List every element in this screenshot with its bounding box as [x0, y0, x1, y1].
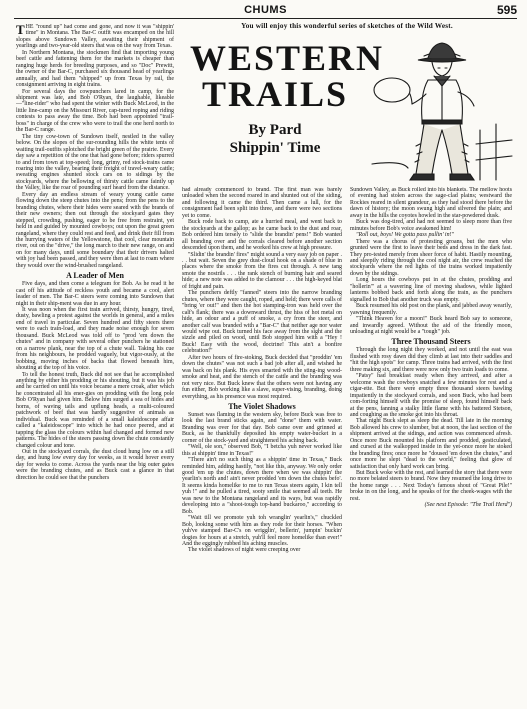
- paragraph: "Slidin' the brandin' fires" might sound a very easy job on paper . . . but wait. Seven the grey dust-cloud hook on a shade of blue in places where the smoke from the fires cut through. A new tang smote the nostrils . . . the rank stench of burning hair and seared hide; a new note was added to the clamour . . . the high-keyed blat of fright and pain.: [182, 251, 342, 290]
- episode-title: Shippin' Time: [229, 140, 321, 156]
- paragraph: Five days, and then come a telegram for Bob. As he read it he cast off his attitude of reckless youth and became a cool, alert leader of men. The Bar-C steers were coming into Sundown that night in their ship-ment was due in any hour.: [16, 281, 174, 307]
- byline: By Pard: [248, 122, 302, 138]
- paragraph: "Well, ole son," observed Bob, "I betcha yuh never worked like this at shippin' time in Texas!": [182, 444, 342, 457]
- paragraph: The tiny cow-town of Sundown itself, nestled in the valley below. On the slopes of the sur-rounding hills the white tents of waiting trail-outfits splotched the bright green of the prairie. Every day saw a repetition of the one that had gone before; riders spurred to and from town at top-speed; long, grimy, red stock-trains came roaring into the valley, bearing their freight of travel-weary cattle; sweating engines shunted stock cars on to sidings by the stockyards, where the bellowing of thirsty cattle came faintly up the Valley, like the roar of pounding surf heard from the distance.: [16, 133, 174, 192]
- paragraph: Through the long night they worked, and not until the east was flushed with rosy dawn did they climb at last into their saddles and "hit the high spots" for camp. Three trains had arrived, with the first three making six, and there were now only two train loads to come.: [350, 347, 512, 373]
- paragraph: Buck was dog-tired, and had not seemed to sleep more than five minutes before Bob's voice awakened him!: [350, 219, 512, 232]
- paragraph: [16, 24, 174, 50]
- paragraph: "There ain't no such thing as a shippin' time in Texas," Buck reminded him, adding hastily, "not like this, anyway. We only order good 'em up the chutes, down there when we was shippin' the yearlin's north and! ain't never prodded 'em down the chutes befo'. It seems kinda homelike to me to run Texas steers again, I kin tell yuh !" and he pulled a tired, sooty smile that seemed all teeth. He was new to the Montana rangeland and its ways, but was rapidly developing into a "shoot-tough top-hand buckaroo," according to Bob.: [182, 457, 342, 515]
- paragraph: had already commenced to brand. The first man was barely unloaded when the second roared in and shunted out of the siding, and following it came the third. Then came a lull, for the consignment had been split into three, and there were two sections yet to come.: [182, 187, 342, 219]
- paragraph: To tell the honest truth, Buck did not see that he accomplished anything by either his prodding or his shouting, but it was his job and he carried on until his voice became a mere croak, after which he concentrated all his ener-gies on prodding with the long pole Bob O'Ryan had given him. Below him surged a sea of hides and horns, of waving tails and upflung heads, a multi-coloured patchwork of beef that was hardly suggestive of animals as individual. Buck was reminded of a small kaleidoscope affair called a "kaleidoscope" into which he had once peered, and at tapping the glass the colours within had changed and formed new patterns. The hides of the steers passing down the chute constantly changed colour and tone.: [16, 371, 174, 449]
- page-number: 595: [496, 3, 517, 17]
- title-line: TRAILS: [201, 74, 349, 114]
- paragraph: It was noon when the first train arrived, thirsty, hungry, tired, dusty, bawling a protest against the worlds in general, and a miles end of travel in particular. Seven hundred and fifty steers there were to each train-load, and they made noise enough for seven thousand. Buck McLeod was told off to "prod 'em down the chutes" and in company with several other punchers he stationed on a narrow plank, near the top of a chute wall. Taking his cue from his neighbours, he prodded vaguely, but vigor-ously, at the bobbing, moving inches of backs that flowed beneath him, shouting at the top of his voice.: [16, 307, 174, 372]
- next-episode-note: (See next Episode: "The Trail Herd"): [424, 502, 512, 509]
- running-title: CHUMS: [244, 4, 287, 16]
- paragraph: After two hours of fire-stoking, Buck decided that "proddin' 'em down the chutes" was not such a bad job after all, and wished he was back on his plank. His eyes smarted with the sting-ing wood-smoke and heat, and the stench of the cattle and the branding was not very nice. But Buck knew that the others were not having any fun either, Bob working like a slave, super-vising, branding, doing everything, as his presence was most required.: [182, 354, 342, 400]
- cowboy-illustration: [362, 34, 514, 184]
- paragraph: The punchers deftly "fanned" steers into the narrow branding chutes, where they were caught, roped, and held; there were calls of "bring 'er out!" and then the hot stamping-iron was held over the calf's flank; there was a downward thrust, the hiss of hot metal on hide, an odour and a puff of smoke, a cry from the steer, and another calf was branded with a "Bar-C" that neither age nor water would wipe out. Buck turned his face away from the sight and the sizzle and piled on wood, until Bob stopped him with a "Hey ! Buck! Easy with the wood, doctrine! This ain't a bonfire celebration!": [182, 290, 342, 355]
- paragraph: But Buck woke with the rest, and learned the story that there were no more belated steers to brand. Now they resumed the long drive to the home range . . . Next Today's famous shout of "Great Pile!" broke in on the long, and he speaks of for the cheek-wages with the rest.: [350, 470, 512, 502]
- series-banner: You will enjoy this wonderful series of sketches of the Wild West.: [241, 22, 453, 30]
- paragraph: Long hours the cowboys put in at the chutes, prodding and "hollerin'" at a wavering line of moving shadows, while lighted lanterns bobbed back and forth along the train, as the punchers signalled to Bob that another truck was empty.: [350, 277, 512, 303]
- paragraph: That night Buck slept as sleep the dead. Till late in the morning Bob allowed his crew to slumber, but at noon, the last section of the shipment arrived at the sidings, and action was commenced afresh. Once more Buck mounted his platform and prodded, gesticulated, and cursed at the walkopped inside in the yet-once more he stoked the branding fires; once more he "doused 'em down the chutes," and once more he slept "dead to the world," feeling that glow of satisfaction that only hard work can bring.: [350, 418, 512, 470]
- paragraph: In Northern Montana, the stockmen find that importing young beef cattle and fattening them for the markets is cheaper than ranging huge herds for breeding purposes, and so "Doc" Prewitt, the owner of the Bar-C, purchased six thousand head of yearlings annually, and had them "shipped" up from Texas by rail, the consignment arriving in eight trains.: [16, 49, 174, 89]
- drop-cap: T: [16, 24, 25, 37]
- paragraph: "Roll out, boys! We gotta pass pullin' in!": [356, 232, 454, 239]
- paragraph-text: HE "round up" had come and gone, and now it was "shippin' time" in Montana. The Bar-C outfit was encamped on the hill slopes above Sundown Valley, awaiting their shipment of yearlings and two-year-old steers that was on the way from Texas.: [16, 24, 174, 50]
- paragraph: Buck resumed his old post on the plank, and jabbed away wearily, yawning frequently.: [350, 303, 512, 316]
- paragraph: For several days the cowpunchers lared in camp, for the shipment was late, and Bob O'Ryan, the laughable, likeable—"line-rider" who had spent the winter with Buck McLeod, in the little line-camp on the Missouri River, cap-tured roping and riding contests to pass away the time. Bob had been appointed "trail-boss" in charge of the crew who were to trail the one herd north to the Bar-C range.: [16, 88, 174, 134]
- column-2: [182, 187, 342, 689]
- paragraph: "Think Heaven for a moon!" Buck heard Bob say to someone, and inwardly agreed. Without the aid of the friendly moon, unloading at night would be a "tough" job.: [350, 316, 512, 335]
- paragraph: Sundown Valley, as Buck rolled into his blankets. The mellow hoots of evening had stolen across the sage-clad plains; westward the Rockies reared in silent grandeur, as they had stood there before the dawn of history; the moon swung high and silvered the plain; and away in the hills the coyotes howled in the star-powdered dusk.: [350, 187, 512, 219]
- paragraph: Out in the stockyard corrals, the dust cloud hung low on a still day, and hung low every day for weeks, as it would hover every day for weeks to come. Across the yards near the big outer gates were the branding chutes, and as Buck cast a glance in that direction he could see that the punchers: [16, 449, 174, 481]
- paragraph: Buck rode back to camp, ate a hurried meal, and went back to the stockyards at the gallop; as he came back to the dust and roar, Bob ordered him tersely to "slide the brandin' pens!" Bob wanted all branding over and the corrals cleared before another section descended upon them, and he worked his crew at high pressure.: [182, 219, 342, 252]
- paragraph: Every day an endless stream of weary young cattle came flowing down the steep chutes into the pens; from the pens to the branding chutes, where their hides were seared with the brands of their new owners; then out through the stockyard gates they stepped, crowding, pushing, eager to be free from restraint, yet held in and guided by mounted cowboys; out upon the great green rangeland, where they could rest and feed, and drink their fill from the hurrying waters of the Yellowstone, that cool, clear mountain river, out on the "drive," the long march to their new range, on and on for many days, until some boundary that their drivers halted with joy had been passed, and they were then at last to roam where they would over the wind-brushed rangeland.: [16, 191, 174, 269]
- paragraph: The violet shadows of night were creeping over: [188, 547, 301, 554]
- column-3: [350, 187, 512, 689]
- column-1: [16, 24, 174, 704]
- section-heading: The Violet Shadows: [228, 401, 296, 411]
- paragraph: Sunset was flaming in the western sky, before Buck was free to look the last brand sticks again, and "done" them with water. Branding was over for that day. Bob came over and grinned at Buck, as he thankfully deposited his empty water-bucket in a corner of the stock-yard and straightened his aching back.: [182, 411, 342, 444]
- section-heading: Three Thousand Steers: [391, 337, 471, 347]
- story-title: [190, 38, 385, 114]
- paragraph: There was a chorus of protesting groans, but the men who grunted were the first to leave their beds and dress in the dark fast. They pro-tested merely from sheer force of habit. Hastily mounting, and sleepily riding through the cool night air, the crew reached the stockyards where the red lights of the trains worked impatiently down by the sidings.: [350, 238, 512, 277]
- title-line: WESTERN: [190, 38, 385, 78]
- paragraph: "Patsy" had breakfast ready when they arrived, and after a welcome wash the cowboys snatched a few minutes for rest and a cigar-ette. But there were empty three thousand steers bawling impatiently in the stockyard corrals, and soon Buck, who had been com-forting himself with the promise of sleep, found himself back at the pens, fanning a stalky little flame with his battered Stetson, and coughing as the smoke got into his throat.: [350, 373, 512, 418]
- paragraph: "Wait till we promote yuh toh wranglin' yearlin's," chuckled Bob, looking some with him as they rode for their horses. "When yuh've stamped Bar-C's on wrigglin', bellerin', jumpin' buckin' dogies for hours at a stretch, yuh'll feel more homelike than ever!" And the eggingly rubbed his aching muscles.: [182, 515, 342, 548]
- running-header: [14, 4, 517, 19]
- section-heading: A Leader of Men: [66, 271, 124, 281]
